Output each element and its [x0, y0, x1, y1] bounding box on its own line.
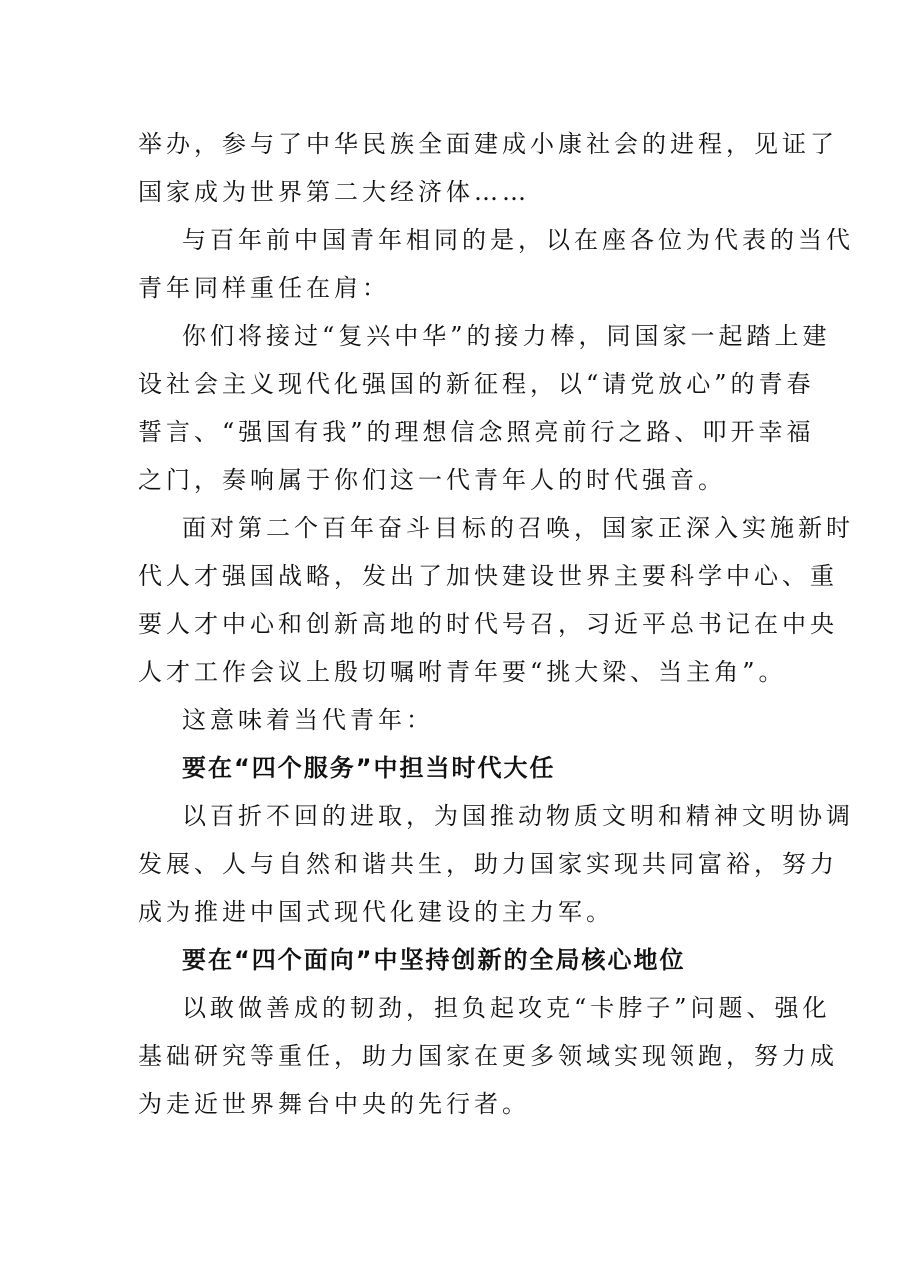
body-paragraph: [138, 504, 854, 696]
text-line: 以百折不回的进取，为国推动物质文明和精神文明协调: [182, 802, 854, 830]
body-paragraph: [138, 216, 854, 312]
text-line: 面对第二个百年奋斗目标的召唤，国家正深入实施新时: [182, 514, 854, 542]
text-line: 为走近世界舞台中央的先行者。: [138, 1090, 530, 1118]
text-line: 发展、人与自然和谐共生，助力国家实现共同富裕，努力: [138, 850, 838, 878]
document-body: [138, 120, 854, 1128]
body-paragraph: [138, 984, 838, 1128]
body-paragraph: [138, 792, 854, 936]
text-line: 你们将接过“复兴中华”的接力棒，同国家一起踏上建: [182, 322, 831, 350]
text-line: 成为推进中国式现代化建设的主力军。: [138, 898, 614, 926]
text-line: 设社会主义现代化强国的新征程，以“请党放心”的青春: [138, 370, 815, 398]
text-line: 人才工作会议上殷切嘱咐青年要“挑大梁、当主角”。: [138, 658, 787, 686]
heading-line: 要在“四个服务”中担当时代大任: [182, 754, 556, 782]
text-line: 与百年前中国青年相同的是，以在座各位为代表的当代: [182, 226, 854, 254]
text-line: 要人才中心和创新高地的时代号召，习近平总书记在中央: [138, 610, 838, 638]
body-paragraph: [138, 120, 838, 216]
section-heading: [138, 936, 770, 984]
text-line: 青年同样重任在肩：: [138, 274, 390, 302]
text-line: 之门，奏响属于你们这一代青年人的时代强音。: [138, 466, 726, 494]
text-line: 这意味着当代青年：: [182, 706, 434, 734]
section-heading: [138, 744, 770, 792]
text-line: 举办，参与了中华民族全面建成小康社会的进程，见证了: [138, 130, 838, 158]
text-line: 以敢做善成的韧劲，担负起攻克“卡脖子”问题、强化: [182, 994, 831, 1022]
text-line: 基础研究等重任，助力国家在更多领域实现领跑，努力成: [138, 1042, 838, 1070]
body-paragraph: [138, 696, 770, 744]
body-paragraph: [138, 312, 831, 504]
text-line: 誓言、“强国有我”的理想信念照亮前行之路、叩开幸福: [138, 418, 815, 446]
heading-line: 要在“四个面向”中坚持创新的全局核心地位: [182, 946, 686, 974]
text-line: 代人才强国战略，发出了加快建设世界主要科学中心、重: [138, 562, 838, 590]
text-line: 国家成为世界第二大经济体……: [138, 178, 530, 206]
